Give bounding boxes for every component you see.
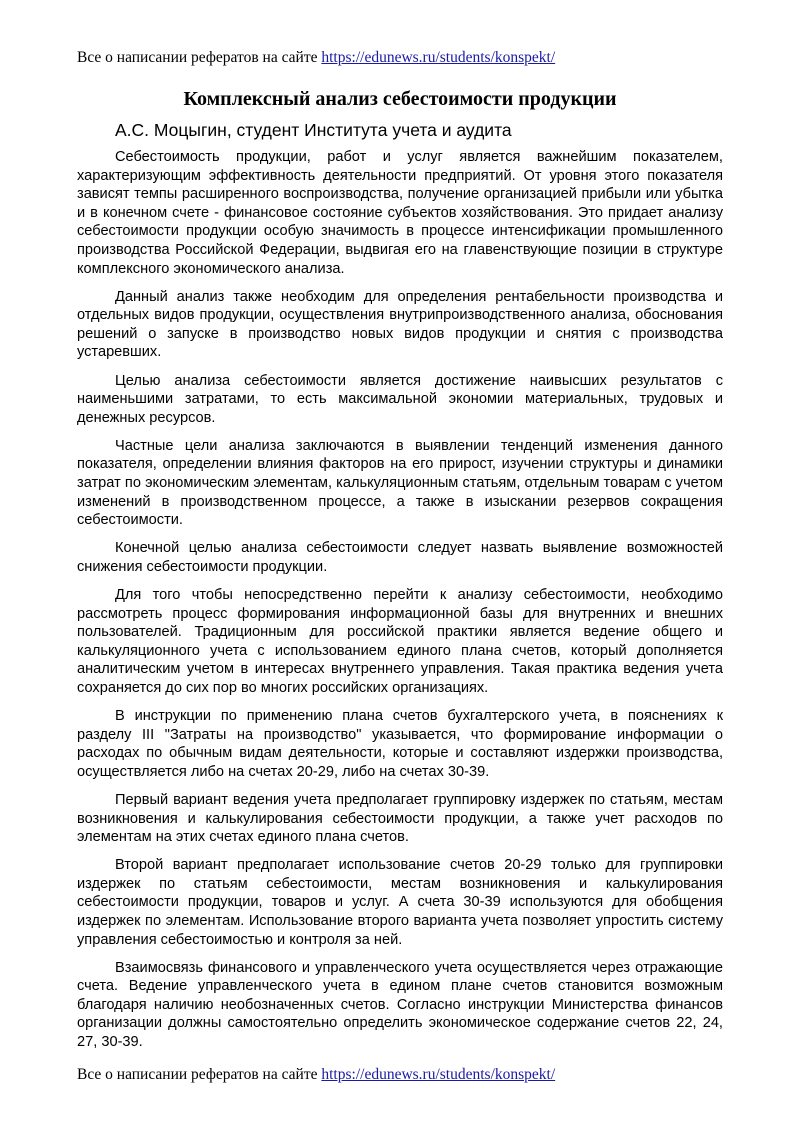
paragraph: Частные цели анализа заключаются в выявлении тенденций изменения данного показателя, определении влияния факторов на его прирост, изучении структуры и динамики затрат по экономическим элементам, калькуляционным статьям, отдельным товарам с учетом изменений в производственном процессе, а также в изыскании резервов сокращения себестоимости. [77, 437, 723, 529]
header-prefix: Все о написании рефератов на сайте [77, 49, 322, 66]
paragraph: Для того чтобы непосредственно перейти к анализу себестоимости, необходимо рассмотреть процесс формирования информационной базы для внутренних и внешних пользователей. Традиционным для российской практики является ведение общего и калькуляционного учета с использованием единого плана счетов, который дополняется аналитическим учетом в интересах внутреннего управления. Такая практика ведения учета сохраняется до сих пор во многих российских организациях. [77, 586, 723, 696]
header-link[interactable]: https://edunews.ru/students/konspekt/ [321, 49, 556, 66]
paragraph: Второй вариант предполагает использование счетов 20-29 только для группировки издержек по статьям себестоимости, местам возникновения и калькулирования себестоимости продукции, товаров и услуг. А счета 30-39 используются для обобщения издержек по элементам. Использование второго варианта учета позволяет упростить систему управления себестоимостью и контроля за ней. [77, 857, 723, 948]
author-line: А.С. Моцыгин, студент Института учета и аудита [115, 120, 512, 140]
page-footer [77, 1065, 555, 1085]
paragraph: Целью анализа себестоимости является достижение наивысших результатов с наименьшими затратами, то есть максимальной экономии материальных, трудовых и денежных ресурсов. [77, 372, 723, 426]
footer-link[interactable]: https://edunews.ru/students/konspekt/ [321, 1066, 556, 1083]
document-body [77, 148, 723, 1061]
document-title: Комплексный анализ себестоимости продукции [183, 88, 617, 110]
paragraph: Себестоимость продукции, работ и услуг является важнейшим показателем, характеризующим эффективность деятельности предприятий. От уровня этого показателя зависят темпы расширенного воспроизводства, получение организацией прибыли или убытка и в конечном счете - финансовое состояние субъектов хозяйствования. Это придает анализу себестоимости продукции особую значимость в процессе интенсификации промышленного производства Российской Федерации, выдвигая его на главенствующие позиции в структуре комплексного экономического анализа. [77, 149, 723, 277]
paragraph: Данный анализ также необходим для определения рентабельности производства и отдельных видов продукции, осуществления внутрипроизводственного анализа, обоснования решений о запуске в производство новых видов продукции и снятия с производства устаревших. [77, 288, 723, 361]
paragraph: В инструкции по применению плана счетов бухгалтерского учета, в пояснениях к разделу III "Затраты на производство" указывается, что формирование информации о расходах по обычным видам деятельности, которые и составляют издержки производства, осуществляется либо на счетах 20-29, либо на счетах 30-39. [77, 708, 723, 780]
paragraph: Конечной целью анализа себестоимости следует назвать выявление возможностей снижения себестоимости продукции. [77, 540, 723, 575]
footer-prefix: Все о написании рефератов на сайте [77, 1066, 322, 1083]
paragraph: Первый вариант ведения учета предполагает группировку издержек по статьям, местам возникновения и калькулирования себестоимости продукции, а также учет расходов по элементам на этих счетах единого плана счетов. [77, 791, 723, 846]
paragraph: Взаимосвязь финансового и управленческого учета осуществляется через отражающие счета. Ведение управленческого учета в едином плане счетов становится возможным благодаря наличию необозначенных счетов. Согласно инструкции Министерства финансов организации должны самостоятельно определить экономическое содержание счетов 22, 24, 27, 30-39. [77, 959, 723, 1051]
page-header [77, 48, 555, 68]
